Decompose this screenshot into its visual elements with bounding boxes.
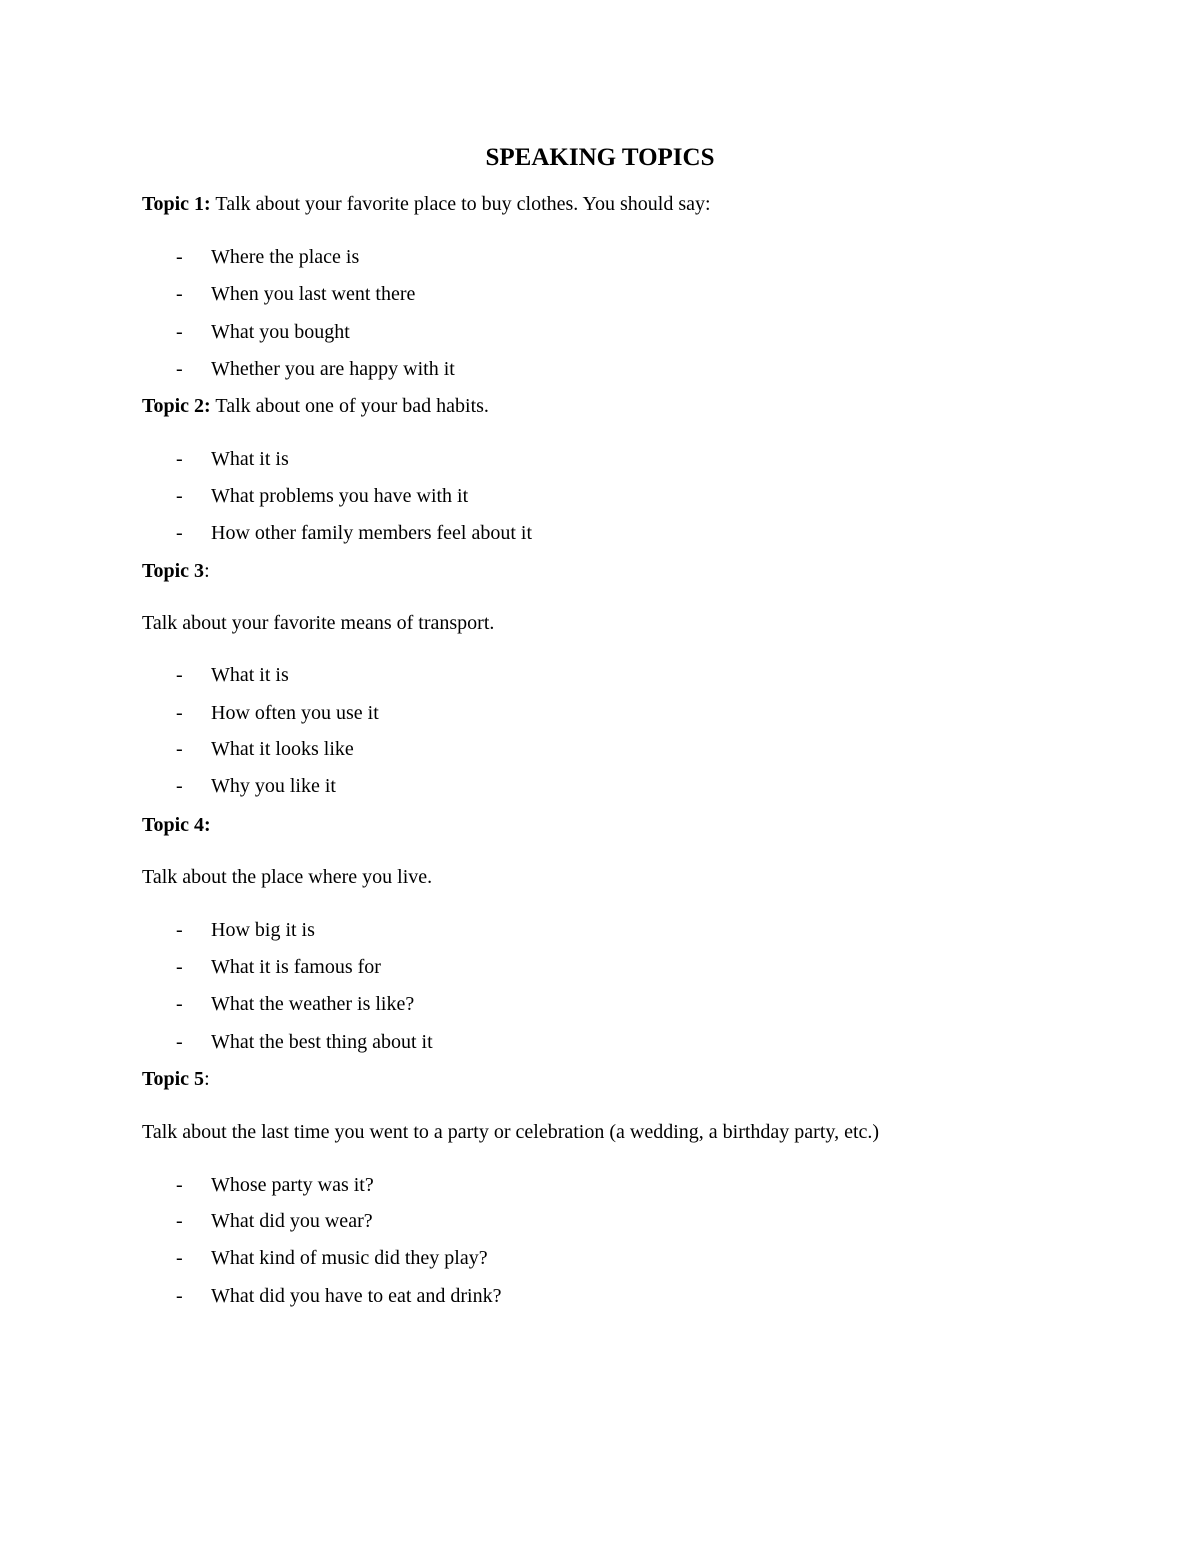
list-item: - What you bought <box>176 321 350 343</box>
list-item: - What it looks like <box>176 738 354 760</box>
topic-5-label: Topic 5 <box>142 1068 205 1090</box>
topic-2-label: Topic 2: <box>142 395 211 417</box>
list-item: - Where the place is <box>176 246 360 268</box>
list-item: - What kind of music did they play? <box>176 1247 488 1269</box>
topic-4-label: Topic 4: <box>142 814 211 836</box>
topic-4-description: Talk about the place where you live. <box>142 866 433 888</box>
list-item: - What it is famous for <box>176 956 381 978</box>
list-item: - How big it is <box>176 919 315 941</box>
list-item: - When you last went there <box>176 283 416 305</box>
topic-3-description: Talk about your favorite means of transport. <box>142 612 495 634</box>
page-title: SPEAKING TOPICS <box>485 144 715 171</box>
topic-3-label: Topic 3 <box>142 560 205 582</box>
topic-4-heading <box>142 813 211 837</box>
topic-5-description: Talk about the last time you went to a party or celebration (a wedding, a birthday party, etc.) <box>142 1121 880 1143</box>
topic-1-text: Talk about your favorite place to buy clothes. You should say: <box>210 193 711 215</box>
topic-1-label: Topic 1: <box>142 193 211 215</box>
list-item: - Whether you are happy with it <box>176 358 455 380</box>
topic-2-text: Talk about one of your bad habits. <box>210 395 489 417</box>
list-item: - How other family members feel about it <box>176 522 533 544</box>
list-item: - What it is <box>176 448 289 470</box>
list-item: - What did you wear? <box>176 1210 373 1232</box>
list-item: - What did you have to eat and drink? <box>176 1285 502 1307</box>
list-item: - What problems you have with it <box>176 485 469 507</box>
list-item: - How often you use it <box>176 702 379 724</box>
topic-5-heading: Topic 5: <box>142 1068 210 1090</box>
list-item: - What the best thing about it <box>176 1031 433 1053</box>
list-item: - What the weather is like? <box>176 993 415 1015</box>
topic-1-heading <box>142 192 711 216</box>
topic-3-heading: Topic 3: <box>142 560 210 582</box>
list-item: - Why you like it <box>176 775 336 797</box>
list-item: - What it is <box>176 664 289 686</box>
topic-2-heading <box>142 394 489 418</box>
list-item: - Whose party was it? <box>176 1174 374 1196</box>
